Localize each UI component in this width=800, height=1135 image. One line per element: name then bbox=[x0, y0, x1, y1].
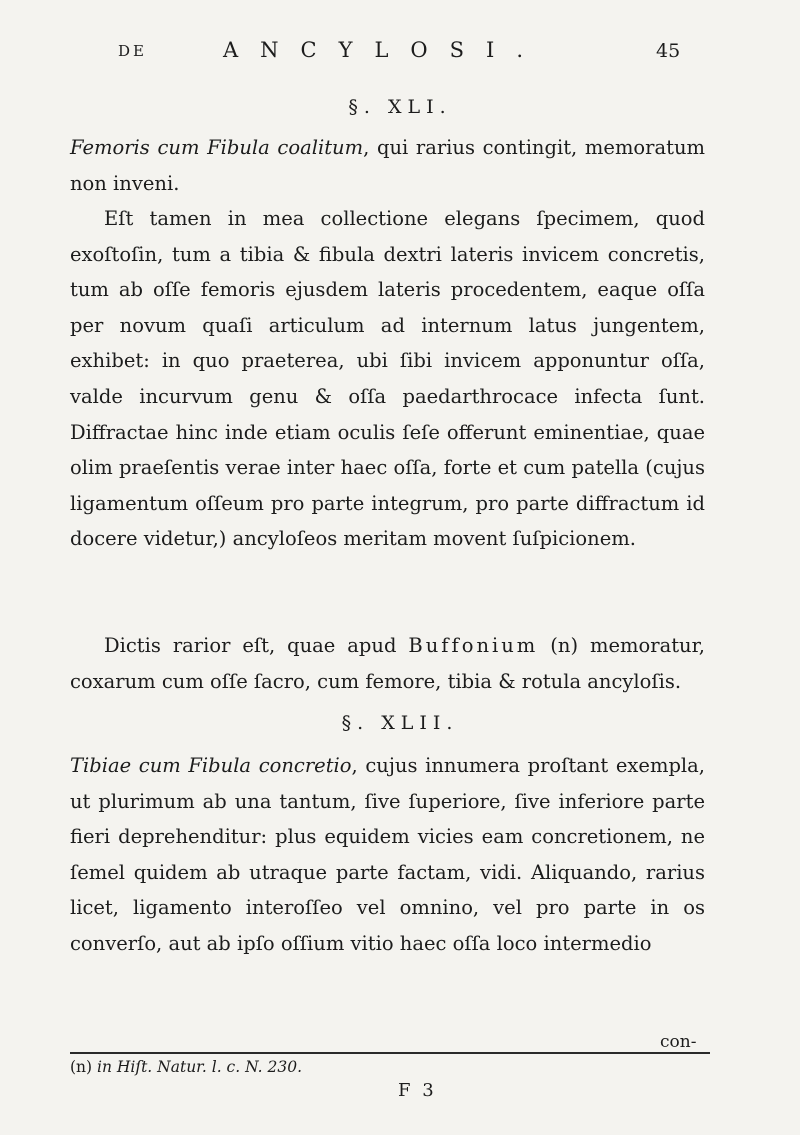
footnote-rule bbox=[70, 1052, 710, 1054]
footnote-text: in Hiſt. Natur. l. c. N. 230. bbox=[92, 1058, 303, 1076]
paragraph-collectione: Eſt tamen in mea collectione elegans ſpecimem, quod exoſtoſin, tum a tibia & fibula dextri lateris invicem concretis, tum ab oſſe femoris ejusdem lateris procedentem, eaque oſſa per novum quaſi articulum ad internum latus jungentem, exhibet: in quo praeterea, ubi ſibi invicem apponuntur oſſa, valde incurvum genu & oſſa paedarthrocace infecta ſunt. Diffractae hinc inde etiam oculis ſeſe offerunt eminentiae, quae olim praeſentis verae inter haec oſſa, forte et cum patella (cujus ligamentum oſſeum pro parte integrum, pro parte diffractum id docere videtur,) ancyloſeos meritam movent ſuſpicionem. bbox=[70, 207, 705, 551]
paragraph-text-before: Dictis rarior eſt, quae apud bbox=[104, 634, 409, 657]
footnote bbox=[70, 1058, 302, 1076]
paragraph-text: , qui rarius contingit, memoratum non inveni. bbox=[70, 136, 706, 195]
section-heading-xlii: §. XLII. bbox=[341, 712, 459, 734]
lead-italic-femoris: Femoris cum Fibula coalitum bbox=[70, 136, 364, 159]
paragraph-text-after: (n) memoratur, coxarum cum oſſe ſacro, cum femore, tibia & rotula ancyloſis. bbox=[70, 634, 705, 693]
section-heading-xli: §. XLI. bbox=[348, 96, 452, 118]
paragraph-tibiae bbox=[70, 748, 705, 962]
running-head-de: DE bbox=[118, 42, 147, 60]
paragraph-text: , cujus innumera proſtant exempla, ut plurimum ab una tantum, ſive ſuperiore, ſive inferiore parte fieri deprehenditur: plus equidem vicies eam concretionem, ne ſemel quidem ab utraque parte factam, vidi. Aliquando, rarius licet, ligamento interoſſeo vel omnino, vel pro parte in os converſo, aut ab ipſo oſſium vitio haec oſſa loco intermedio bbox=[70, 754, 705, 955]
running-head-title: ANCYLOSI. bbox=[223, 38, 545, 62]
footnote-mark: (n) bbox=[70, 1058, 93, 1076]
lead-italic-tibiae: Tibiae cum Fibula concretio bbox=[70, 754, 352, 777]
paragraph-dictis bbox=[70, 628, 705, 699]
paragraph-femoris bbox=[70, 130, 705, 201]
signature-mark: F 3 bbox=[398, 1080, 437, 1101]
catchword: con- bbox=[660, 1032, 697, 1052]
page-number: 45 bbox=[656, 40, 681, 62]
author-buffonium: Buffonium bbox=[408, 634, 539, 657]
